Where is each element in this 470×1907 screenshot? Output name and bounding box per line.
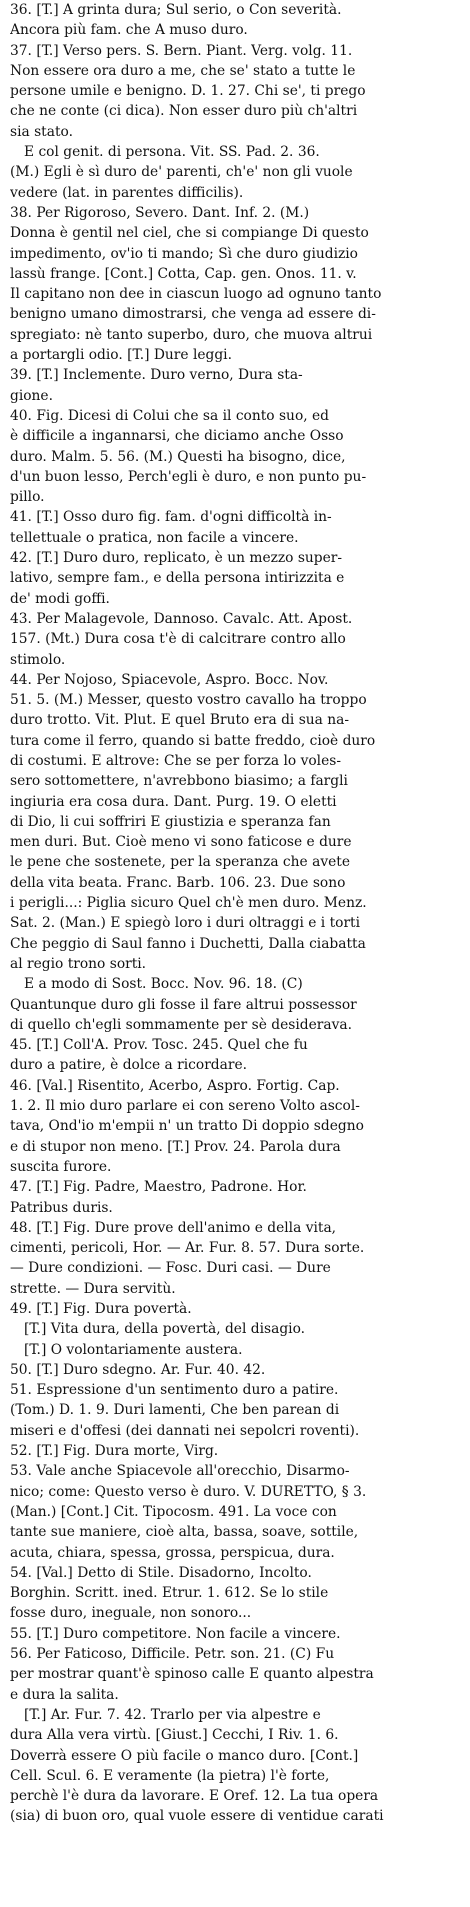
- text-line: — Dure condizioni. — Fosc. Duri casi. — Dure: [10, 1260, 331, 1277]
- text-line: della vita beata. Franc. Barb. 106. 23. Due sono: [10, 874, 346, 891]
- text-line: cimenti, pericoli, Hor. — Ar. Fur. 8. 57. Dura sorte.: [10, 1240, 365, 1257]
- text-line: Che peggio di Saul fanno i Duchetti, Dalla ciabatta: [10, 935, 366, 952]
- text-line: duro trotto. Vit. Plut. E quel Bruto era di sua na-: [10, 712, 350, 729]
- text-line: pillo.: [10, 489, 45, 506]
- text-line: [T.] Ar. Fur. 7. 42. Trarlo per via alpestre e: [24, 1706, 321, 1723]
- text-line: duro a patire, è dolce a ricordare.: [10, 1057, 247, 1074]
- text-line: nico; come: Questo verso è duro. V. DURETTO, § 3.: [10, 1483, 367, 1500]
- text-line: 36. [T.] A grinta dura; Sul serio, o Con severità.: [10, 2, 342, 18]
- text-line: lassù frange. [Cont.] Cotta, Cap. gen. Onos. 11. v.: [10, 265, 357, 282]
- text-line: di quello ch'egli sommamente per sè desiderava.: [10, 1016, 352, 1033]
- text-line: 1. 2. Il mio duro parlare ei con sereno Volto ascol-: [10, 1098, 360, 1115]
- text-line: acuta, chiara, spessa, grossa, perspicua, dura.: [10, 1544, 335, 1561]
- text-line: benigno umano dimostrarsi, che venga ad essere di-: [10, 306, 376, 323]
- text-line: 48. [T.] Fig. Dure prove dell'animo e della vita,: [10, 1219, 337, 1236]
- text-line: gione.: [10, 387, 53, 404]
- text-line: 51. Espressione d'un sentimento duro a patire.: [10, 1382, 339, 1399]
- text-line: stimolo.: [10, 651, 66, 668]
- text-line: fosse duro, ineguale, non sonoro...: [10, 1605, 252, 1622]
- text-line: E a modo di Sost. Bocc. Nov. 96. 18. (C): [24, 976, 303, 993]
- text-line: Cell. Scul. 6. E veramente (la pietra) l'è forte,: [10, 1767, 330, 1784]
- text-line: a portargli odio. [T.] Dure leggi.: [10, 347, 232, 364]
- text-line: Donna è gentil nel ciel, che si compiange Di questo: [10, 225, 369, 242]
- text-line: 40. Fig. Dicesi di Colui che sa il conto suo, ed: [10, 407, 330, 424]
- text-line: vedere (lat. in parentes difficilis).: [10, 184, 244, 201]
- text-line: perchè l'è dura da lavorare. E Oref. 12. La tua opera: [10, 1788, 379, 1805]
- text-line: tante sue maniere, cioè alta, bassa, soave, sottile,: [10, 1524, 359, 1541]
- text-line: 49. [T.] Fig. Dura povertà.: [10, 1301, 192, 1317]
- text-line: duro. Malm. 5. 56. (M.) Questi ha bisogno, dice,: [10, 448, 346, 465]
- text-line: tura come il ferro, quando si batte freddo, cioè duro: [10, 732, 376, 749]
- text-line: Il capitano non dee in ciascun luogo ad ognuno tanto: [10, 286, 382, 303]
- text-line: suscita furore.: [10, 1158, 112, 1175]
- text-line: di Dio, li cui soffriri E giustizia e speranza fan: [10, 813, 331, 830]
- text-line: e di stupor non meno. [T.] Prov. 24. Parola dura: [10, 1138, 341, 1155]
- text-line: che ne conte (ci dica). Non esser duro più ch'altri: [10, 103, 358, 120]
- text-line: (Man.) [Cont.] Cit. Tipocosm. 491. La voce con: [10, 1503, 337, 1520]
- text-line: 56. Per Faticoso, Difficile. Petr. son. 21. (C) Fu: [10, 1646, 335, 1663]
- text-line: Quantunque duro gli fosse il fare altrui possessor: [10, 996, 357, 1013]
- text-line: ingiuria era cosa dura. Dant. Purg. 19. O eletti: [10, 793, 337, 810]
- text-line: sia stato.: [10, 123, 73, 140]
- text-line: 55. [T.] Duro competitore. Non facile a vincere.: [10, 1625, 341, 1642]
- text-line: 47. [T.] Fig. Padre, Maestro, Padrone. Hor.: [10, 1179, 307, 1196]
- text-line: 45. [T.] Coll'A. Prov. Tosc. 245. Quel che fu: [10, 1037, 308, 1054]
- text-line: i perigli...: Piglia sicuro Quel ch'è men duro. Menz.: [10, 895, 367, 912]
- text-line: e dura la salita.: [10, 1686, 119, 1703]
- text-line: 41. [T.] Osso duro fig. fam. d'ogni difficoltà in-: [10, 509, 332, 526]
- text-line: 44. Per Nojoso, Spiacevole, Aspro. Bocc. Nov.: [10, 671, 329, 688]
- text-line: spregiato: nè tanto superbo, duro, che muova altrui: [10, 326, 373, 343]
- text-line: Borghin. Scritt. ined. Etrur. 1. 612. Se lo stile: [10, 1585, 329, 1602]
- text-line: 157. (Mt.) Dura cosa t'è di calcitrare contro allo: [10, 631, 346, 648]
- text-line: Ancora più fam. che A muso duro.: [10, 22, 248, 39]
- text-line: 38. Per Rigoroso, Severo. Dant. Inf. 2. (M.): [10, 204, 310, 221]
- text-line: tava, Ond'io m'empii n' un tratto Di doppio sdegno: [10, 1118, 364, 1135]
- text-line: miseri e d'offesi (dei dannati nei sepolcri roventi).: [10, 1422, 360, 1439]
- text-line: 46. [Val.] Risentito, Acerbo, Aspro. Fortig. Cap.: [10, 1077, 340, 1094]
- text-line: 52. [T.] Fig. Dura morte, Virg.: [10, 1443, 219, 1460]
- text-line: 54. [Val.] Detto di Stile. Disadorno, Incolto.: [10, 1564, 312, 1581]
- text-line: (sia) di buon oro, qual vuole essere di ventidue carati: [10, 1808, 384, 1825]
- text-line: è difficile a ingannarsi, che diciamo anche Osso: [10, 428, 344, 445]
- text-line: 37. [T.] Verso pers. S. Bern. Piant. Verg. volg. 11.: [10, 42, 353, 59]
- text-line: strette. — Dura servitù.: [10, 1280, 176, 1297]
- text-line: Doverrà essere O più facile o manco duro. [Cont.]: [10, 1747, 359, 1764]
- text-line: 53. Vale anche Spiacevole all'orecchio, Disarmo-: [10, 1463, 350, 1480]
- text-line: 50. [T.] Duro sdegno. Ar. Fur. 40. 42.: [10, 1361, 266, 1378]
- text-line: de' modi goffi.: [10, 590, 110, 607]
- text-line: Sat. 2. (Man.) E spiegò loro i duri oltraggi e i torti: [10, 915, 361, 932]
- text-line: [T.] O volontariamente austera.: [24, 1341, 243, 1358]
- text-line: [T.] Vita dura, della povertà, del disagio.: [24, 1321, 306, 1338]
- text-line: al regio trono sorti.: [10, 955, 147, 972]
- text-line: (M.) Egli è sì duro de' parenti, ch'e' non gli vuole: [10, 164, 353, 181]
- text-line: persone umile e benigno. D. 1. 27. Chi se', ti prego: [10, 83, 366, 100]
- text-line: sero sottomettere, n'avrebbono biasimo; a fargli: [10, 773, 348, 790]
- text-line: dura Alla vera virtù. [Giust.] Cecchi, I Riv. 1. 6.: [10, 1727, 339, 1744]
- text-line: 43. Per Malagevole, Dannoso. Cavalc. Att. Apost.: [10, 610, 353, 627]
- text-line: le pene che sostenete, per la speranza che avete: [10, 854, 350, 871]
- text-line: per mostrar quant'è spinoso calle E quanto alpestra: [10, 1666, 374, 1683]
- text-line: Non essere ora duro a me, che se' stato a tutte le: [10, 62, 356, 79]
- text-line: d'un buon lesso, Perch'egli è duro, e non punto pu-: [10, 468, 367, 485]
- text-line: 51. 5. (M.) Messer, questo vostro cavallo ha troppo: [10, 692, 367, 709]
- text-line: (Tom.) D. 1. 9. Duri lamenti, Che ben parean di: [10, 1402, 340, 1419]
- text-line: di costumi. E altrove: Che se per forza lo voles-: [10, 752, 341, 769]
- text-line: lativo, sempre fam., e della persona intirizzita e: [10, 570, 345, 587]
- text-line: 42. [T.] Duro duro, replicato, è un mezzo super-: [10, 550, 343, 567]
- text-line: 39. [T.] Inclemente. Duro verno, Dura sta-: [10, 367, 303, 384]
- text-line: men duri. But. Cioè meno vi sono faticose e dure: [10, 834, 352, 851]
- text-line: tellettuale o pratica, non facile a vincere.: [10, 529, 299, 546]
- text-line: E col genit. di persona. Vit. SS. Pad. 2. 36.: [24, 144, 320, 161]
- text-line: impedimento, ov'io ti mando; Sì che duro giudizio: [10, 245, 358, 262]
- text-line: Patribus duris.: [10, 1199, 113, 1216]
